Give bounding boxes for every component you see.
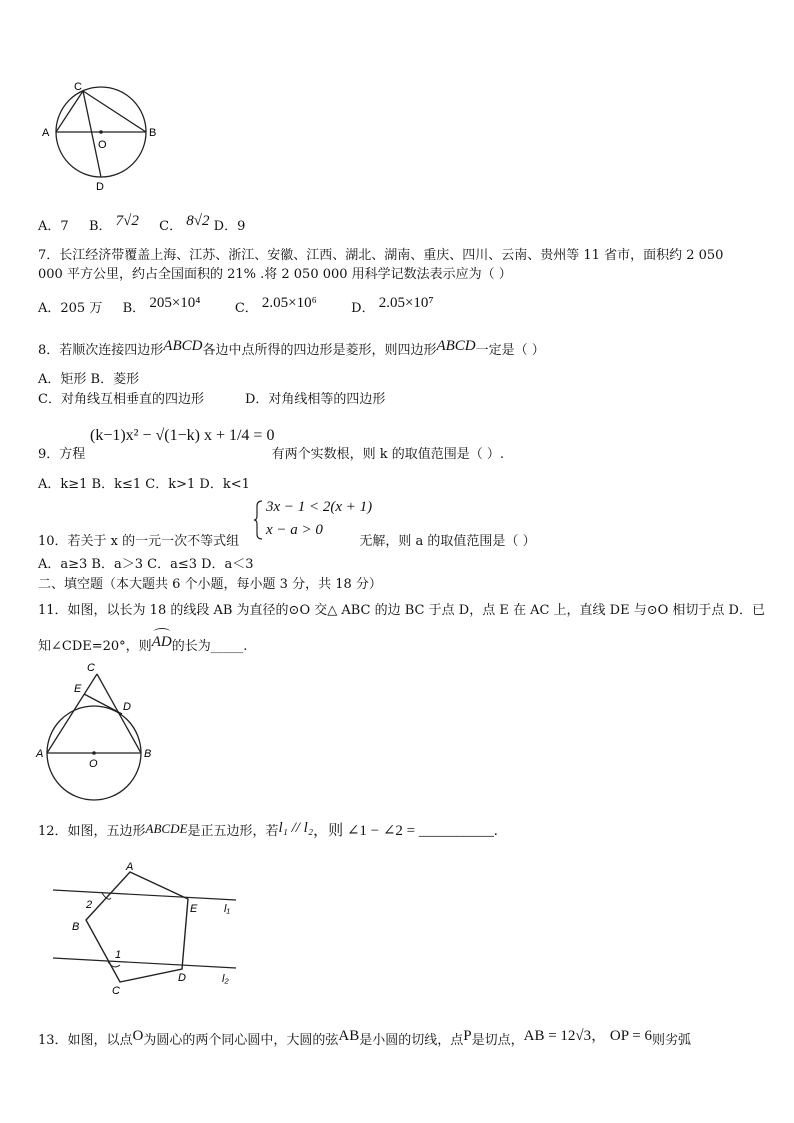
- q8-option-ab: A．矩形 B．菱形: [38, 372, 140, 387]
- q12-parallel: l₁ // l₂: [278, 820, 314, 836]
- pentagon-abcde: [86, 872, 188, 982]
- label-o: O: [89, 758, 98, 770]
- q12-answer: ，则 ∠1 − ∠2 = __________.: [313, 823, 498, 839]
- q6-option-b: B．: [88, 219, 112, 234]
- label-c: C: [87, 662, 95, 674]
- q9-stem: [38, 447, 504, 463]
- q11-line2-suffix: 的长为_____.: [171, 639, 248, 654]
- q7-option-d-value: 2.05×10⁷: [378, 295, 434, 311]
- label-l2: l₂: [222, 973, 229, 985]
- q13-suffix: 则劣弧: [651, 1033, 691, 1048]
- label-d: D: [123, 701, 131, 713]
- q13-chord-ab: AB: [338, 1028, 360, 1044]
- q11-figure: [34, 660, 164, 805]
- q13-stem: [38, 1028, 691, 1049]
- label-a: A: [42, 127, 50, 139]
- q6-option-b-value: 7√2: [115, 213, 139, 229]
- q11-arc-label: AD: [151, 634, 172, 650]
- q12-figure: [48, 862, 248, 997]
- q12-pentagon: ABCDE: [145, 821, 188, 836]
- label-b: B: [72, 921, 80, 933]
- q9-options: A．k≥1 B．k≤1 C．k>1 D．k<1: [38, 477, 250, 492]
- label-b: B: [144, 748, 152, 760]
- q8-option-c: C．对角线互相垂直的四边形: [38, 392, 204, 407]
- side-ac: [47, 674, 97, 753]
- q6-option-a: A．7: [38, 219, 69, 234]
- label-e: E: [74, 683, 82, 695]
- q13-mid2: 是小圆的切线，点: [359, 1033, 464, 1048]
- q13-given: AB = 12√3， OP = 6: [523, 1028, 652, 1044]
- q10-options: A．a≥3 B．a＞3 C．a≤3 D．a＜3: [38, 557, 254, 572]
- q10-stem: [38, 534, 536, 550]
- q7-option-b-value: 205×10⁴: [149, 295, 201, 311]
- q11-stem-line2: [38, 634, 248, 655]
- q7-option-c: C．: [234, 301, 258, 316]
- q9-prefix: 9．方程: [38, 447, 86, 462]
- chord-cb: [83, 91, 146, 132]
- q10-inequality-2: x − a > 0: [266, 522, 323, 538]
- q13-prefix: 13．如图，以点: [38, 1033, 133, 1048]
- q7-options: [38, 295, 434, 317]
- q8-abcd-1: ABCD: [163, 338, 203, 354]
- q7-stem-line2: 000 平方公里，约占全国面积的 21% .将 2 050 000 用科学记数法表示应为（ ）: [38, 267, 512, 282]
- q12-stem: [38, 820, 498, 840]
- q13-point-p: P: [463, 1028, 472, 1044]
- q8-suffix: 一定是（ ）: [475, 343, 545, 358]
- label-b: B: [149, 127, 157, 139]
- label-c: C: [112, 985, 120, 997]
- chord-cd: [83, 91, 101, 177]
- q7-option-a: A．205 万: [38, 301, 103, 316]
- q11-stem-line1: 11．如图，以长为 18 的线段 AB 为直径的⊙O 交△ ABC 的边 BC 于点 D，点 E 在 AC 上，直线 DE 与⊙O 相切于点 D．已: [38, 603, 765, 618]
- q8-stem: [38, 338, 545, 359]
- q6-figure: [38, 78, 168, 198]
- line-l1: [53, 890, 236, 900]
- label-d: D: [96, 181, 104, 193]
- section-heading: 二、填空题（本大题共 6 个小题，每小题 3 分，共 18 分）: [38, 577, 382, 592]
- label-1: 1: [115, 949, 122, 961]
- q10-prefix: 10．若关于 x 的一元一次不等式组: [38, 534, 240, 549]
- q7-option-c-value: 2.05×10⁶: [261, 295, 317, 311]
- q8-option-d: D．对角线相等的四边形: [245, 392, 386, 407]
- line-l2: [53, 958, 236, 968]
- label-c: C: [74, 81, 82, 93]
- q7-option-d: D．: [351, 301, 375, 316]
- center-dot: [92, 751, 96, 755]
- q8-abcd-2: ABCD: [436, 338, 476, 354]
- q13-point-o: O: [132, 1028, 144, 1044]
- label-d: D: [178, 972, 186, 984]
- q7-stem-line1: 7．长江经济带覆盖上海、江苏、浙江、安徽、江西、湖北、湖南、重庆、四川、云南、贵州等 11 省市，面积约 2 050: [38, 248, 724, 263]
- q8-middle: 各边中点所得的四边形是菱形，则四边形: [202, 343, 437, 358]
- q7-option-b: B．: [122, 301, 146, 316]
- q12-middle: 是正五边形，若: [187, 824, 279, 839]
- q6-option-c: C．: [159, 219, 183, 234]
- center-dot: [99, 130, 103, 134]
- q12-prefix: 12．如图，五边形: [38, 824, 146, 839]
- side-bc: [97, 674, 141, 753]
- label-2: 2: [86, 899, 93, 911]
- q10-suffix: 无解，则 a 的取值范围是（ ）: [359, 534, 536, 549]
- q6-option-d: D．9: [213, 219, 246, 234]
- q10-inequality-1: 3x − 1 < 2(x + 1): [266, 499, 373, 515]
- q11-arc: [151, 634, 172, 655]
- label-o: O: [98, 139, 107, 151]
- q8-prefix: 8．若顺次连接四边形: [38, 343, 164, 358]
- q13-mid3: 是切点，: [471, 1033, 524, 1048]
- q9-equation: (k−1)x² − √(1−k) x + 1/4 = 0: [90, 427, 275, 444]
- label-a: A: [36, 748, 44, 760]
- q6-options: [38, 213, 246, 235]
- q6-option-c-value: 8√2: [186, 213, 210, 229]
- tangent-de: [84, 694, 122, 714]
- label-e: E: [190, 903, 198, 915]
- q13-mid1: 为圆心的两个同心圆中，大圆的弦: [143, 1033, 339, 1048]
- label-l1: l₁: [224, 903, 230, 915]
- chord-ca: [56, 91, 83, 132]
- q9-suffix: 有两个实数根，则 k 的取值范围是（ ）.: [271, 447, 504, 462]
- q11-line2-prefix: 知∠CDE=20°，则: [38, 639, 152, 654]
- label-a: A: [126, 862, 134, 873]
